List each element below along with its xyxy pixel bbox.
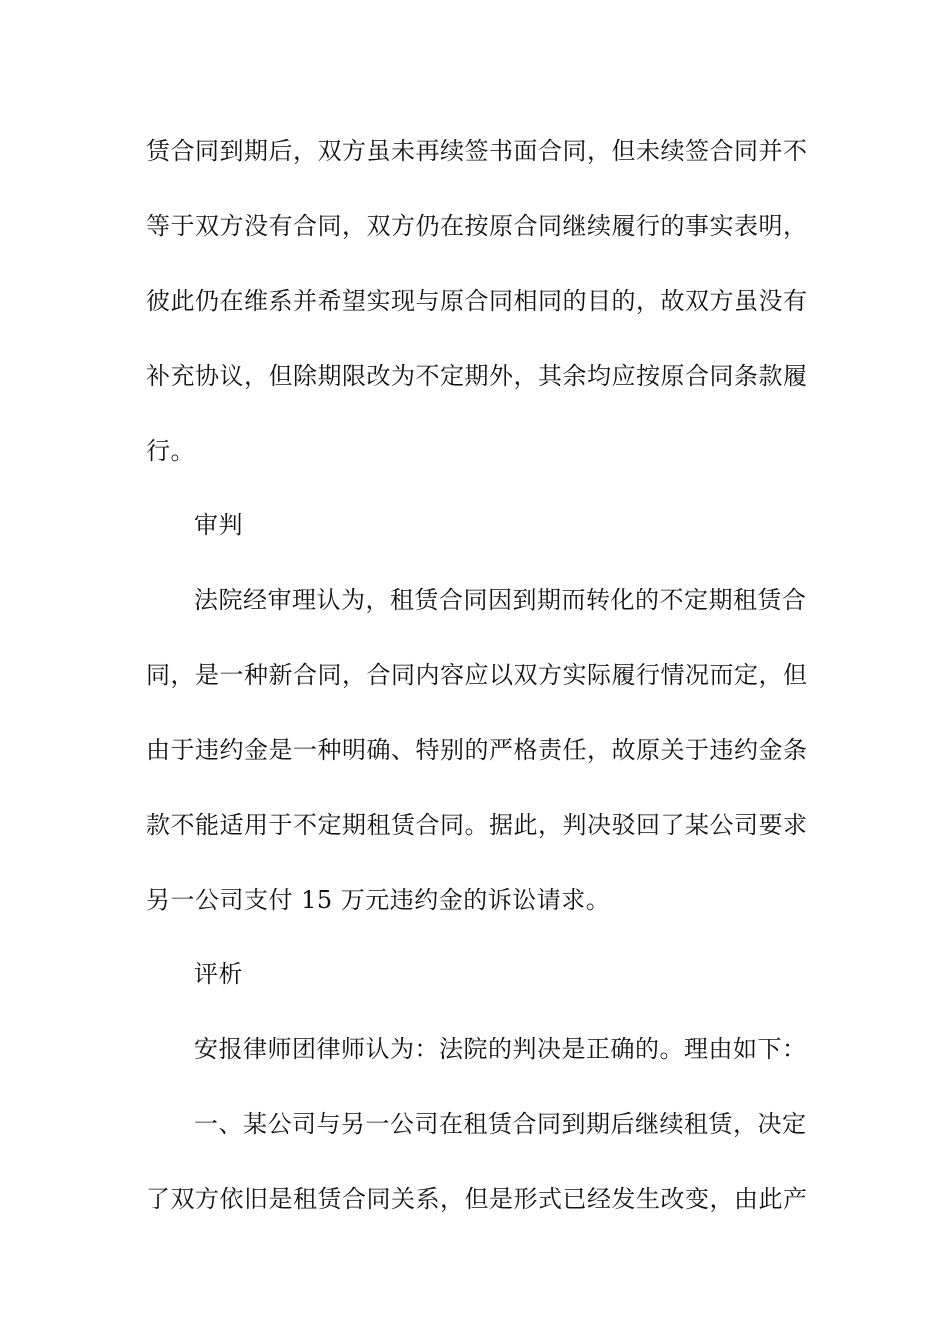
text-line: 安报律师团律师认为：法院的判决是正确的。理由如下： [194,1035,807,1063]
text-line: 彼此仍在维系并希望实现与原合同相同的目的，故双方虽没有 [146,287,808,315]
text-line: 另一公司支付 15 万元违约金的诉讼请求。 [146,886,611,914]
text-line: 补充协议，但除期限改为不定期外，其余均应按原合同条款履 [146,362,808,390]
section-heading-trial: 审判 [194,511,243,539]
text-line: 行。 [146,437,195,465]
text-line: 同，是一种新合同，合同内容应以双方实际履行情况而定，但 [146,661,808,689]
text-line: 赁合同到期后，双方虽未再续签书面合同，但未续签合同并不 [146,137,808,165]
text-line: 等于双方没有合同，双方仍在按原合同继续履行的事实表明， [146,212,808,240]
text-line: 款不能适用于不定期租赁合同。据此，判决驳回了某公司要求 [146,811,808,839]
text-line: 了双方依旧是租赁合同关系，但是形式已经发生改变，由此产 [146,1185,808,1213]
text-line: 由于违约金是一种明确、特别的严格责任，故原关于违约金条 [146,736,808,764]
text-line: 一、某公司与另一公司在租赁合同到期后继续租赁，决定 [194,1110,807,1138]
section-heading-analysis: 评析 [194,960,243,988]
text-line: 法院经审理认为，租赁合同因到期而转化的不定期租赁合 [194,586,807,614]
